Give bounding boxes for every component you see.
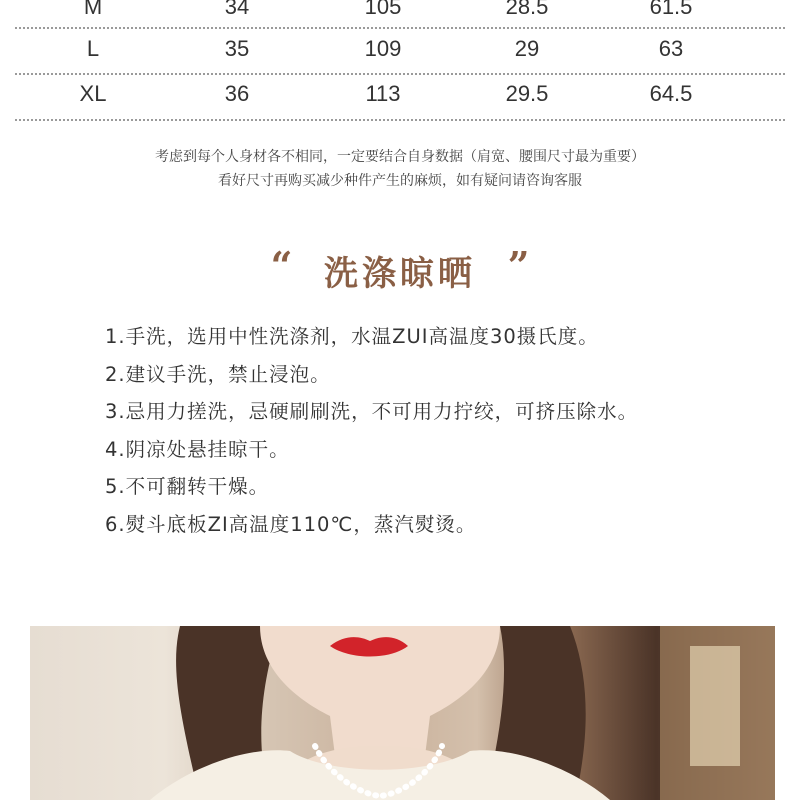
length-value: 63 (658, 36, 684, 61)
lamp-light (690, 646, 740, 766)
size-notes (0, 145, 800, 193)
size-label: L (86, 36, 100, 61)
bust-value: 105 (364, 0, 402, 19)
model-photo (30, 626, 775, 800)
list-item: 6.熨斗底板ZI高温度110℃，蒸汽熨烫。 (105, 512, 477, 536)
note-line: 看好尺寸再购买减少种件产生的麻烦，如有疑问请咨询客服 (218, 173, 582, 189)
shoulder-value: 34 (224, 0, 250, 19)
list-item: 3.忌用力搓洗，忌硬刷刷洗，不可用力拧绞，可挤压除水。 (105, 400, 639, 423)
shoulder-value: 36 (224, 81, 250, 106)
row-divider (15, 119, 785, 121)
wash-section-title (0, 243, 800, 302)
size-row-l (15, 26, 785, 72)
length-value: 61.5 (649, 0, 693, 19)
care-instructions-list (105, 318, 755, 543)
bust-value: 109 (364, 36, 402, 61)
sleeve-value: 29.5 (505, 81, 549, 106)
model-illustration (30, 626, 775, 800)
close-quote: ” (507, 243, 530, 288)
shoulder-value: 35 (224, 36, 250, 61)
open-quote: “ (270, 243, 293, 288)
size-label: M (83, 0, 103, 19)
section-heading: 洗涤晾晒 (324, 254, 476, 294)
list-item: 2.建议手洗，禁止浸泡。 (105, 362, 331, 386)
sleeve-value: 28.5 (505, 0, 549, 19)
list-item: 4.阴凉处悬挂晾干。 (105, 437, 290, 461)
note-line: 考虑到每个人身材各不相同，一定要结合自身数据（肩宽、腰围尺寸最为重要） (155, 149, 645, 165)
list-item: 5.不可翻转干燥。 (105, 475, 270, 498)
list-item: 1.手洗，选用中性洗涤剂，水温ZUI高温度30摄氏度。 (105, 325, 599, 348)
size-label: XL (79, 81, 107, 106)
size-row-xl (15, 71, 785, 117)
sleeve-value: 29 (514, 36, 540, 61)
length-value: 64.5 (649, 81, 693, 106)
bust-value: 113 (365, 81, 401, 106)
